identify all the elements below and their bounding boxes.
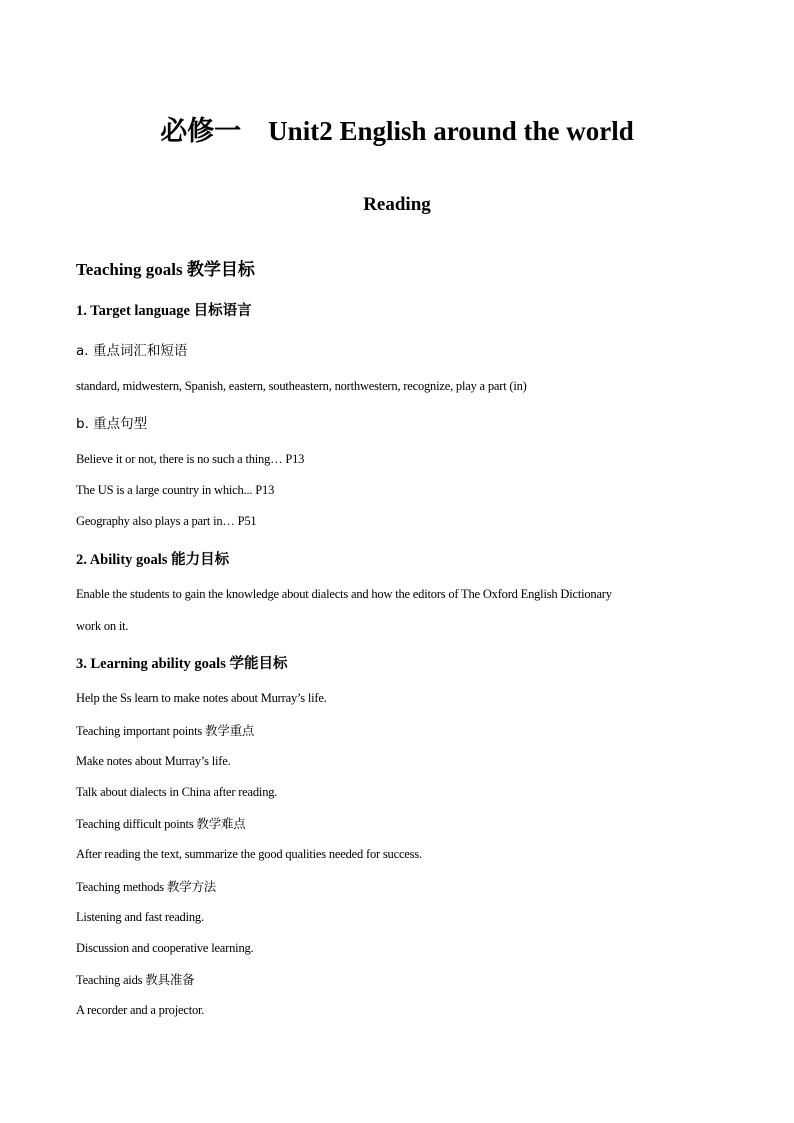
subheading: Teaching aids 教具准备 [76, 973, 195, 987]
paragraph-line: A recorder and a projector. [76, 1003, 205, 1017]
paragraph-line: work on it. [76, 619, 129, 633]
section-title: Reading [363, 194, 431, 215]
subheading: Teaching methods 教学方法 [76, 880, 217, 894]
subheading: Teaching important points 教学重点 [76, 724, 255, 738]
sentence-item: The US is a large country in which... P13 [76, 483, 275, 497]
goals-heading: Teaching goals 教学目标 [76, 260, 255, 279]
sentence-item: Geography also plays a part in… P51 [76, 514, 257, 528]
paragraph-line: Discussion and cooperative learning. [76, 941, 254, 955]
vocab-label: a. 重点词汇和短语 [76, 343, 188, 359]
paragraph-line: Enable the students to gain the knowledge about dialects and how the editors of The Oxford English Dictionary [76, 587, 612, 601]
learning-heading: 3. Learning ability goals 学能目标 [76, 656, 288, 672]
sentence-label: b. 重点句型 [76, 416, 148, 432]
target-language-heading: 1. Target language 目标语言 [76, 303, 252, 319]
sentence-item: Believe it or not, there is no such a thing… P13 [76, 452, 305, 466]
paragraph-line: Listening and fast reading. [76, 910, 204, 924]
paragraph-line: After reading the text, summarize the good qualities needed for success. [76, 847, 422, 861]
page-title: 必修一 Unit2 English around the world [160, 116, 634, 146]
vocab-list: standard, midwestern, Spanish, eastern, southeastern, northwestern, recognize, play a part (in) [76, 379, 527, 393]
paragraph-line: Make notes about Murray’s life. [76, 754, 231, 768]
ability-heading: 2. Ability goals 能力目标 [76, 552, 230, 568]
paragraph-line: Help the Ss learn to make notes about Murray’s life. [76, 691, 327, 705]
paragraph-line: Talk about dialects in China after reading. [76, 785, 278, 799]
subheading: Teaching difficult points 教学难点 [76, 817, 246, 831]
